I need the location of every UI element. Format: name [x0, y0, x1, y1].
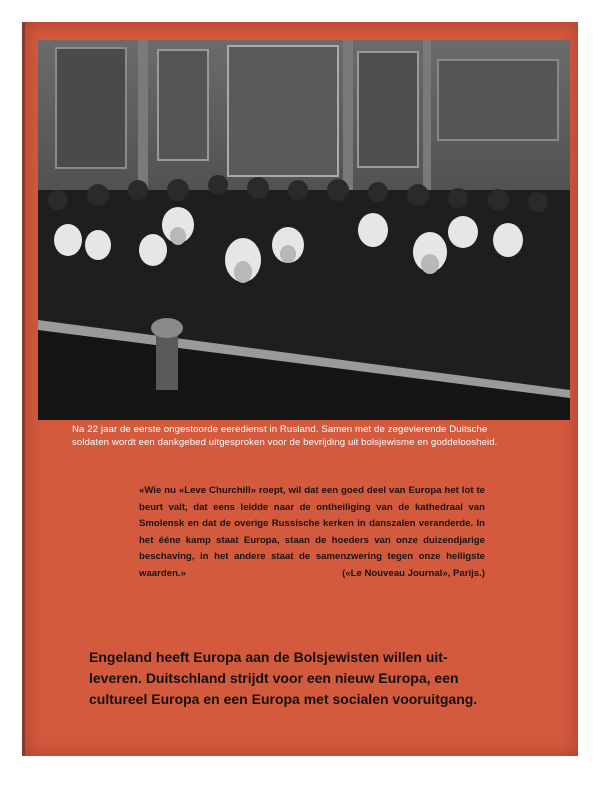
statement-line: leveren. Duitschland strijdt voor een nieuw Europa, een	[89, 670, 459, 686]
quote-text: «Wie nu «Leve Churchill» roept, wil dat een goed deel van Europa het lot te beurt valt, dat eens leidde naar de ontheiliging van de kathedraal van Smolensk en dat de overige Russische kerken in danszalen veranderde. In het ééne kamp staat Europa, staan de hoeders van onze duizendjarige beschaving, in het andere staat de samenzwering tegen onze heiligste waarden.»	[139, 485, 485, 579]
quote-source: («Le Nouveau Journal», Parijs.)	[342, 567, 485, 579]
photo-caption	[72, 423, 552, 449]
caption-line: Na 22 jaar de eerste ongestoorde eeredienst in Rusland. Samen met de zegevierende Duitsche	[72, 424, 488, 435]
statement-line: cultureel Europa en een Europa met socialen vooruitgang.	[89, 691, 478, 707]
quote-block	[139, 483, 485, 582]
church-service-photo	[38, 40, 570, 420]
photo-illustration	[38, 40, 570, 420]
caption-line: soldaten wordt een dankgebed uitgesproken voor de bevrijding uit bolsjewisme en goddeloosheid.	[72, 437, 498, 448]
statement-line: Engeland heeft Europa aan de Bolsjewisten willen uit-	[89, 649, 448, 665]
main-statement	[89, 647, 559, 710]
